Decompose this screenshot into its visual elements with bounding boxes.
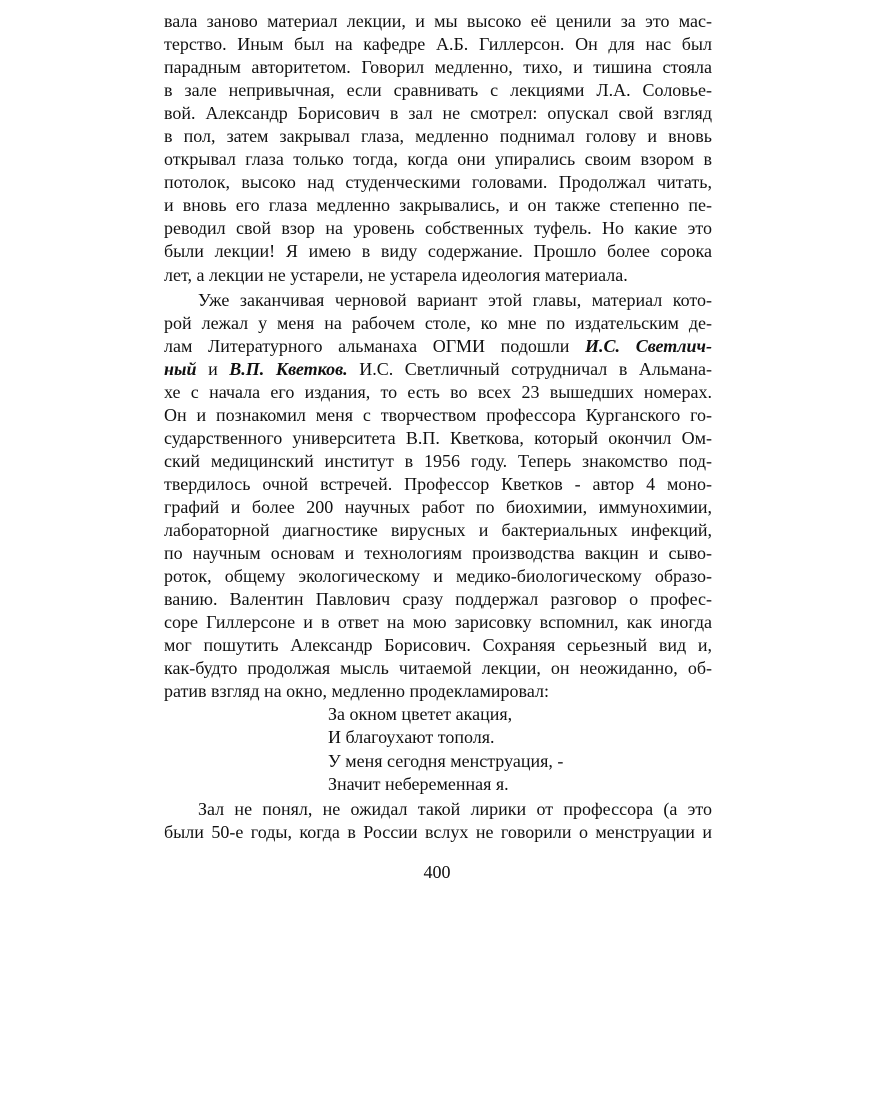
page-body [164,10,712,844]
text-line: по научным основам и технологиям производства вакцин и сыво- [164,543,712,564]
text-line: и вновь его глаза медленно закрывались, и он также степенно пе- [164,195,712,216]
poem-line: Значит небеременная я. [328,773,509,794]
person-name: В.П. Кветков. [229,358,348,379]
paragraph-2 [164,289,712,704]
poem-line: И благоухают тополя. [328,727,495,748]
text-line: реводил свой взор на уровень собственных туфель. Но какие это [164,218,712,239]
text-segment: лам Литературного альманаха ОГМИ подошли [164,335,586,356]
paragraph-1 [164,10,712,287]
poem-line: У меня сегодня менструация, - [328,750,564,771]
poem [164,703,712,795]
text-line [164,335,712,358]
text-segment: И.С. Светличный сотрудничал в Альмана- [347,358,712,379]
poem-line: За окном цветет акация, [328,704,513,725]
text-line: сударственного университета В.П. Кветкова, который окончил Ом- [164,427,712,448]
text-segment: и [196,358,230,379]
page-number: 400 [423,862,451,882]
text-line: вала заново материал лекции, и мы высоко её ценили за это мас- [164,11,712,31]
text-line: роток, общему экологическому и медико-биологическому образо- [164,566,712,587]
text-line: вой. Александр Борисович в зал не смотрел: опускал свой взгляд [164,103,712,124]
text-line: были 50-е годы, когда в России вслух не говорили о менструации и [164,821,712,842]
text-line: графий и более 200 научных работ по биохимии, иммунохимии, [164,496,712,517]
paragraph-3 [164,798,712,844]
text-line: лет, а лекции не устарели, не устарела идеология материала. [164,264,628,285]
text-line: хе с начала его издания, то есть во всех 23 вышедших номерах. [164,381,712,402]
person-name: ный [164,358,197,379]
text-line: были лекции! Я имею в виду содержание. Прошло более сорока [164,241,712,262]
person-name: И.С. Светлич- [585,335,712,356]
text-line: ванию. Валентин Павлович сразу поддержал разговор о профес- [164,589,712,610]
text-line: в пол, затем закрывал глаза, медленно поднимал голову и вновь [164,126,712,147]
text-line: Уже заканчивая черновой вариант этой главы, материал кото- [198,289,712,310]
text-line: как-будто продолжая мысль читаемой лекции, он неожиданно, об- [164,658,712,679]
text-line: терство. Иным был на кафедре А.Б. Гиллерсон. Он для нас был [164,34,712,55]
text-line: Он и познакомил меня с творчеством профессора Курганского го- [164,404,712,425]
text-line: Зал не понял, не ожидал такой лирики от профессора (а это [198,798,712,819]
text-line: твердилось очной встречей. Профессор Кветков - автор 4 моно- [164,473,712,494]
text-line: соре Гиллерсоне и в ответ на мою зарисовку вспомнил, как иногда [164,612,712,633]
text-line [164,358,712,381]
text-line: мог пошутить Александр Борисович. Сохраняя серьезный вид и, [164,635,712,656]
text-line: парадным авторитетом. Говорил медленно, тихо, и тишина стояла [164,57,712,78]
text-line: ский медицинский институт в 1956 году. Теперь знакомство под- [164,450,712,471]
text-line: лабораторной диагностике вирусных и бактериальных инфекций, [164,520,712,541]
text-line: рой лежал у меня на рабочем столе, ко мне по издательским де- [164,312,712,333]
text-line: открывал глаза только тогда, когда они упирались своим взором в [164,149,712,170]
text-line: потолок, высоко над студенческими головами. Продолжал читать, [164,172,712,193]
text-line: ратив взгляд на окно, медленно продекламировал: [164,681,549,702]
text-line: в зале непривычная, если сравнивать с лекциями Л.А. Соловье- [164,80,712,101]
